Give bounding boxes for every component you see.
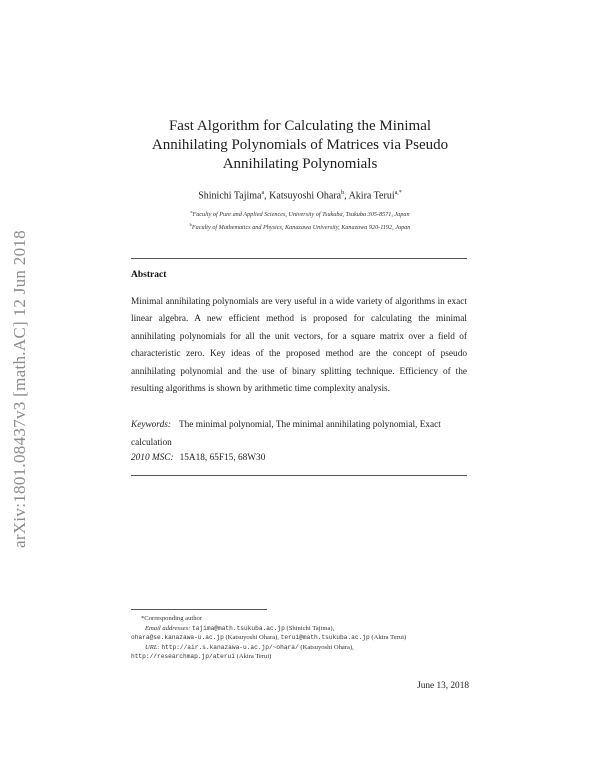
affiliation-mark: a bbox=[190, 209, 193, 214]
email-owner: (Shinichi Tajima), bbox=[286, 624, 335, 632]
author-name: Katsuyoshi Ohara bbox=[269, 190, 342, 202]
footnote-corresponding: *Corresponding author bbox=[141, 615, 202, 622]
title-line: Annihilating Polynomials of Matrices via Pseudo bbox=[151, 137, 449, 153]
email-owner: (Katsuyoshi Ohara), bbox=[225, 634, 279, 642]
keywords bbox=[131, 416, 467, 452]
email-address[interactable]: tajima@math.tsukuba.ac.jp bbox=[192, 624, 285, 632]
email-owner: (Akira Terui) bbox=[371, 634, 407, 642]
title-line: Fast Algorithm for Calculating the Minimal bbox=[168, 118, 432, 134]
document-date: June 13, 2018 bbox=[417, 681, 469, 691]
msc-label: 2010 MSC: bbox=[131, 453, 174, 463]
email-address[interactable]: ohara@se.kanazawa-u.ac.jp bbox=[131, 634, 224, 642]
arxiv-stamp: arXiv:1801.08437v3 [math.AC] 12 Jun 2018 bbox=[10, 230, 29, 548]
msc-codes: 15A18, 65F15, 68W30 bbox=[179, 453, 266, 463]
email-address[interactable]: terui@math.tsukuba.ac.jp bbox=[280, 634, 370, 642]
abstract-body: Minimal annihilating polynomials are very useful in a wide variety of algorithms in exact linear algebra. A new efficient method is proposed for calculating the minimal annihilating polynomials for all the unit vectors, for a square matrix over a field of characteristic zero. Key ideas of the proposed method are the concept of pseudo annihilating polynomial and the use of binary splitting technique. Efficiency of the resulting algorithms is shown by arithmetic time complexity analysis. bbox=[131, 297, 467, 395]
affiliations bbox=[120, 207, 480, 233]
footnote-urls-cont bbox=[131, 652, 471, 662]
author-mark: a,* bbox=[394, 190, 402, 196]
footnote-emails bbox=[131, 624, 471, 634]
abstract-top-rule bbox=[131, 258, 467, 259]
url-owner: (Akira Terui) bbox=[236, 653, 272, 661]
url-link[interactable]: http://researchmap.jp/aterui bbox=[131, 653, 235, 661]
footnotes bbox=[131, 614, 471, 662]
title-line: Annihilating Polynomials bbox=[222, 156, 378, 172]
url-link[interactable]: http://air.s.kanazawa-u.ac.jp/~ohara/ bbox=[161, 643, 299, 651]
keywords-text: The minimal polynomial, The minimal annihilating polynomial, Exact calculation bbox=[131, 420, 441, 448]
author-mark: a bbox=[261, 190, 265, 196]
abstract-heading: Abstract bbox=[131, 270, 167, 280]
footnote-emails-cont bbox=[131, 633, 471, 643]
footnote-urls bbox=[131, 643, 471, 653]
msc-classification bbox=[131, 453, 265, 463]
affiliation-text: Faculty of Mathematics and Physics, Kanazawa University, Kanazawa 920-1192, Japan bbox=[191, 224, 411, 232]
affiliation-line bbox=[120, 207, 480, 220]
url-label: URL: bbox=[145, 643, 160, 651]
author-list: Shinichi Tajima$^a$, Katsuyoshi Ohara$^b$, Akira Terui$^{a,*}$ bbox=[198, 190, 402, 202]
footnote-rule bbox=[131, 609, 267, 610]
author-mark: b bbox=[341, 190, 345, 196]
keywords-label: Keywords: bbox=[131, 420, 171, 430]
affiliation-mark: b bbox=[189, 222, 192, 228]
affiliation-text: Faculty of Pure and Applied Sciences, University of Tsukuba, Tsukuba 305-8571, Japan bbox=[192, 211, 410, 219]
paper-title bbox=[110, 117, 490, 174]
author-name: Shinichi Tajima bbox=[198, 190, 262, 202]
email-label: Email addresses: bbox=[145, 624, 191, 632]
url-owner: (Katsuyoshi Ohara), bbox=[300, 643, 354, 651]
abstract-bottom-rule bbox=[131, 475, 467, 476]
affiliation-line bbox=[120, 220, 480, 233]
author-name: Akira Terui bbox=[348, 190, 395, 202]
